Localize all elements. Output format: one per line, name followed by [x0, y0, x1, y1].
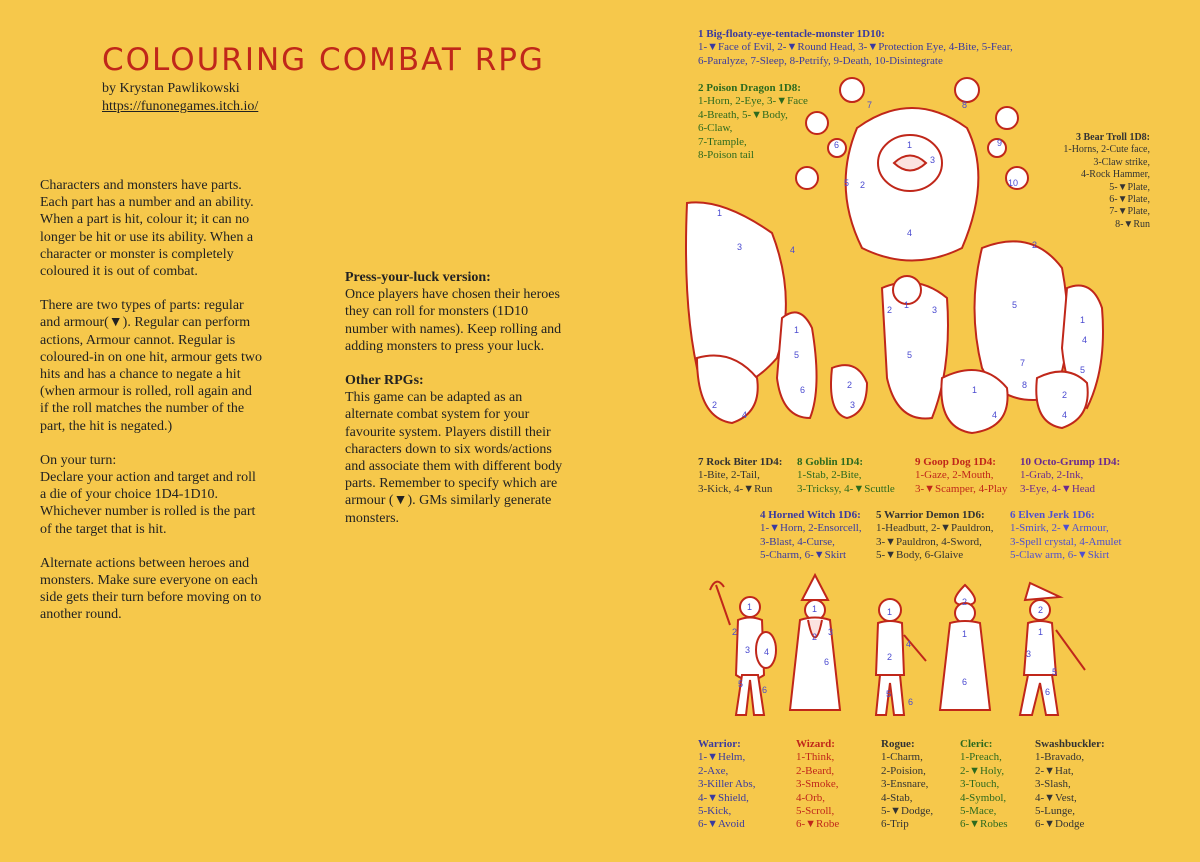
monster-7-title: 7 Rock Biter 1D4:: [698, 456, 783, 468]
hero-part: 1-Preach,: [960, 751, 1002, 764]
monster-3-title: 3 Bear Troll 1D8:: [1076, 132, 1150, 143]
monster-1-title: 1 Big-floaty-eye-tentacle-monster 1D10:: [698, 28, 885, 40]
hero-part: 5-Kick,: [698, 805, 732, 818]
svg-text:3: 3: [828, 627, 834, 637]
svg-text:2: 2: [887, 305, 893, 315]
rules-turn-text: Declare your action and target and roll a die of your choice 1D4-1D10. Whichever number is rolled is the part of the target that is hit.: [40, 470, 256, 537]
svg-text:2: 2: [712, 400, 718, 410]
monster-5-block: [876, 509, 994, 563]
monster-4-line: 5-Charm, 6-▼Skirt: [760, 549, 847, 562]
svg-text:8: 8: [962, 100, 968, 110]
hero-part: 4-Symbol,: [960, 791, 1007, 804]
hero-name: Swashbuckler:: [1035, 738, 1105, 750]
svg-text:7: 7: [1020, 358, 1026, 368]
variants-column: [345, 269, 567, 544]
svg-text:5: 5: [1012, 300, 1018, 310]
svg-text:3: 3: [745, 645, 751, 655]
svg-text:2: 2: [887, 652, 893, 662]
hero-part: 4-Orb,: [796, 791, 826, 804]
hero-part: 3-Slash,: [1035, 778, 1071, 791]
monster-3-line: 1-Horns, 2-Cute face,: [1063, 144, 1150, 156]
svg-text:2: 2: [1038, 605, 1044, 615]
svg-text:5: 5: [1052, 667, 1058, 677]
svg-text:5: 5: [1080, 365, 1086, 375]
svg-text:4: 4: [1082, 335, 1088, 345]
monster-2-line: 8-Poison tail: [698, 149, 754, 162]
hero-wizard: [796, 738, 839, 832]
monster-6-title: 6 Elven Jerk 1D6:: [1010, 509, 1095, 521]
svg-text:8: 8: [1022, 380, 1028, 390]
monster-10-line: 1-Grab, 2-Ink,: [1020, 469, 1084, 482]
hero-part: 4-Stab,: [881, 791, 913, 804]
svg-text:2: 2: [732, 627, 738, 637]
svg-text:4: 4: [764, 647, 770, 657]
rules-armour: There are two types of parts: regular and armour(▼). Regular can perform actions, Armour cannot. Regular is coloured-in on one hit, armour gets two hits and has a chance to negate a hit (when armour is rolled, roll again and if the roll matches the number of the part, the hit is negated.): [40, 298, 263, 434]
goblin-body: [831, 365, 867, 418]
svg-text:3: 3: [1026, 649, 1032, 659]
svg-text:1: 1: [907, 140, 913, 150]
monster-3-line: 5-▼Plate,: [1109, 181, 1150, 193]
monster-6-line: 5-Claw arm, 6-▼Skirt: [1010, 549, 1110, 562]
svg-text:2: 2: [962, 597, 968, 607]
monster-illustrations: [682, 68, 1137, 448]
demon-body: [882, 282, 948, 418]
svg-text:6: 6: [834, 140, 840, 150]
luck-text: Once players have chosen their heroes they can roll for monsters (1D10 number with names). Keep rolling and adding monsters to press your luck.: [345, 287, 562, 354]
monster-8-title: 8 Goblin 1D4:: [797, 456, 864, 468]
svg-text:6: 6: [908, 697, 914, 707]
monster-8-block: [797, 456, 895, 496]
monster-2-line: 7-Trample,: [698, 135, 747, 148]
svg-text:2: 2: [1062, 390, 1068, 400]
monster-7-line: 3-Kick, 4-▼Run: [698, 482, 773, 495]
hero-warrior: [698, 738, 755, 832]
svg-text:1: 1: [972, 385, 978, 395]
svg-text:1: 1: [887, 607, 893, 617]
svg-text:3: 3: [737, 242, 743, 252]
byline: [102, 80, 258, 116]
monster-2-line: 4-Breath, 5-▼Body,: [698, 108, 788, 121]
rules-alternate: Alternate actions between heroes and monsters. Make sure everyone on each side gets their turn before moving on to another round.: [40, 555, 262, 623]
hero-part: 2-Beard,: [796, 764, 835, 777]
monster-5-line: 5-▼Body, 6-Glaive: [876, 549, 964, 562]
hero-part: 2-Poision,: [881, 764, 926, 777]
monster-8-line: 1-Stab, 2-Bite,: [797, 469, 862, 482]
hero-part: 5-Mace,: [960, 805, 997, 818]
monster-9-line: 3-▼Scamper, 4-Play: [915, 482, 1008, 495]
monster-7-line: 1-Bite, 2-Tail,: [698, 469, 760, 482]
monster-10-line: 3-Eye, 4-▼Head: [1020, 482, 1096, 495]
hero-name: Rogue:: [881, 738, 915, 750]
monster-9-line: 1-Gaze, 2-Mouth,: [915, 469, 994, 482]
hero-part: 1-Bravado,: [1035, 751, 1085, 764]
svg-text:2: 2: [1032, 240, 1038, 250]
hero-part: 4-▼Vest,: [1035, 791, 1077, 804]
monster-1-block: [698, 28, 1013, 68]
wizard-figure: [790, 575, 840, 710]
svg-text:3: 3: [850, 400, 856, 410]
svg-text:1: 1: [812, 604, 818, 614]
rules-column: [40, 177, 262, 641]
hero-part: 6-▼Dodge: [1035, 818, 1085, 831]
monster-6-line: 1-Smirk, 2-▼Armour,: [1010, 522, 1109, 535]
svg-text:4: 4: [992, 410, 998, 420]
hero-part: 2-▼Holy,: [960, 764, 1005, 777]
monster-4-line: 1-▼Horn, 2-Ensorcell,: [760, 522, 862, 535]
svg-text:5: 5: [794, 350, 800, 360]
monster-6-line: 3-Spell crystal, 4-Amulet: [1010, 535, 1122, 548]
svg-text:1: 1: [717, 208, 723, 218]
hero-name: Warrior:: [698, 738, 741, 750]
monster-10-block: [1020, 456, 1120, 496]
author: by Krystan Pawlikowski: [102, 81, 240, 96]
monster-4-title: 4 Horned Witch 1D6:: [760, 509, 861, 521]
other-rpgs-heading: Other RPGs:: [345, 373, 424, 389]
svg-text:5: 5: [907, 350, 913, 360]
monster-8-line: 3-Tricksy, 4-▼Scuttle: [797, 482, 895, 495]
hero-part: 6-▼Robe: [796, 818, 840, 831]
monster-7-block: [698, 456, 782, 496]
svg-text:5: 5: [886, 689, 892, 699]
author-link[interactable]: https://funonegames.itch.io/: [102, 99, 259, 114]
svg-text:6: 6: [1045, 687, 1051, 697]
hero-part: 6-Trip: [881, 818, 909, 831]
rules-parts: Characters and monsters have parts. Each part has a number and an ability. When a part is hit, colour it; it can no longer be hit or use its ability. When a character or monster is completely coloured it is out of combat.: [40, 178, 254, 280]
monster-4-line: 3-Blast, 4-Curse,: [760, 535, 835, 548]
monster-9-block: [915, 456, 1007, 496]
svg-text:3: 3: [930, 155, 936, 165]
svg-text:6: 6: [762, 685, 768, 695]
hero-part: 4-▼Shield,: [698, 791, 749, 804]
hero-part: 5-Scroll,: [796, 805, 835, 818]
page-title: COLOURING COMBAT RPG: [102, 42, 545, 78]
hero-name: Wizard:: [796, 738, 835, 750]
svg-text:7: 7: [867, 100, 873, 110]
svg-text:4: 4: [906, 639, 912, 649]
hero-part: 3-Killer Abs,: [698, 778, 756, 791]
svg-text:3: 3: [932, 305, 938, 315]
svg-text:1: 1: [962, 629, 968, 639]
svg-text:5: 5: [738, 679, 744, 689]
svg-text:4: 4: [907, 228, 913, 238]
monster-1-line: 6-Paralyze, 7-Sleep, 8-Petrify, 9-Death, 10-Disintegrate: [698, 54, 943, 67]
svg-text:9: 9: [997, 138, 1003, 148]
other-rpgs-text: This game can be adapted as an alternate combat system for your favourite system. Players distill their characters down to six words/actions and associate them with different body parts. Remember to specify which are armour (▼). GMs similarly generate monsters.: [345, 390, 563, 526]
monster-3-line: 8-▼Run: [1115, 218, 1150, 230]
hero-illustrations: [700, 575, 1100, 725]
monster-3-line: 6-▼Plate,: [1109, 194, 1150, 206]
monster-9-title: 9 Goop Dog 1D4:: [915, 456, 996, 468]
luck-heading: Press-your-luck version:: [345, 270, 491, 285]
hero-rogue: [881, 738, 933, 832]
hero-part: 1-▼Helm,: [698, 751, 746, 764]
monster-2-line: 6-Claw,: [698, 122, 733, 135]
monster-5-line: 1-Headbutt, 2-▼Pauldron,: [876, 522, 994, 535]
svg-text:2: 2: [812, 632, 818, 642]
svg-text:1: 1: [904, 300, 910, 310]
monster-3-line: 4-Rock Hammer,: [1080, 169, 1150, 181]
hero-part: 2-Axe,: [698, 764, 729, 777]
monster-10-title: 10 Octo-Grump 1D4:: [1020, 456, 1121, 468]
monster-3-line: 7-▼Plate,: [1109, 206, 1150, 218]
hero-part: 6-▼Robes: [960, 818, 1008, 831]
hero-cleric: [960, 738, 1008, 832]
svg-text:1: 1: [1080, 315, 1086, 325]
svg-text:4: 4: [1062, 410, 1068, 420]
hero-swashbuckler: [1035, 738, 1105, 832]
svg-text:1: 1: [794, 325, 800, 335]
monster-5-title: 5 Warrior Demon 1D6:: [876, 509, 985, 521]
monster-4-block: [760, 509, 862, 563]
monster-2-line: 1-Horn, 2-Eye, 3-▼Face: [698, 95, 808, 108]
hero-part: 2-▼Hat,: [1035, 764, 1074, 777]
hero-part: 6-▼Avoid: [698, 818, 745, 831]
hero-part: 1-Charm,: [881, 751, 923, 764]
svg-text:4: 4: [790, 245, 796, 255]
monster-1-line: 1-▼Face of Evil, 2-▼Round Head, 3-▼Protection Eye, 4-Bite, 5-Fear,: [698, 41, 1013, 54]
svg-text:6: 6: [962, 677, 968, 687]
hero-part: 1-Think,: [796, 751, 835, 764]
hero-name: Cleric:: [960, 738, 993, 750]
svg-text:5: 5: [844, 178, 850, 188]
hero-part: 3-Smoke,: [796, 778, 839, 791]
monster-6-block: [1010, 509, 1122, 563]
svg-text:6: 6: [800, 385, 806, 395]
svg-text:1: 1: [1038, 627, 1044, 637]
hero-part: 5-▼Dodge,: [881, 805, 934, 818]
monster-3-line: 3-Claw strike,: [1093, 156, 1150, 168]
monster-2-title: 2 Poison Dragon 1D8:: [698, 82, 801, 94]
svg-text:2: 2: [847, 380, 853, 390]
hero-part: 5-Lunge,: [1035, 805, 1076, 818]
svg-text:6: 6: [824, 657, 830, 667]
hero-part: 3-Touch,: [960, 778, 1000, 791]
monster-5-line: 3-▼Pauldron, 4-Sword,: [876, 535, 982, 548]
hero-part: 3-Ensnare,: [881, 778, 929, 791]
rogue-figure: [876, 599, 926, 715]
rules-turn: [40, 452, 262, 538]
svg-text:1: 1: [747, 602, 753, 612]
rules-turn-heading: On your turn:: [40, 452, 117, 468]
svg-text:2: 2: [860, 180, 866, 190]
svg-text:4: 4: [742, 410, 748, 420]
svg-text:10: 10: [1008, 178, 1019, 188]
goop-dog-body: [941, 370, 1007, 433]
